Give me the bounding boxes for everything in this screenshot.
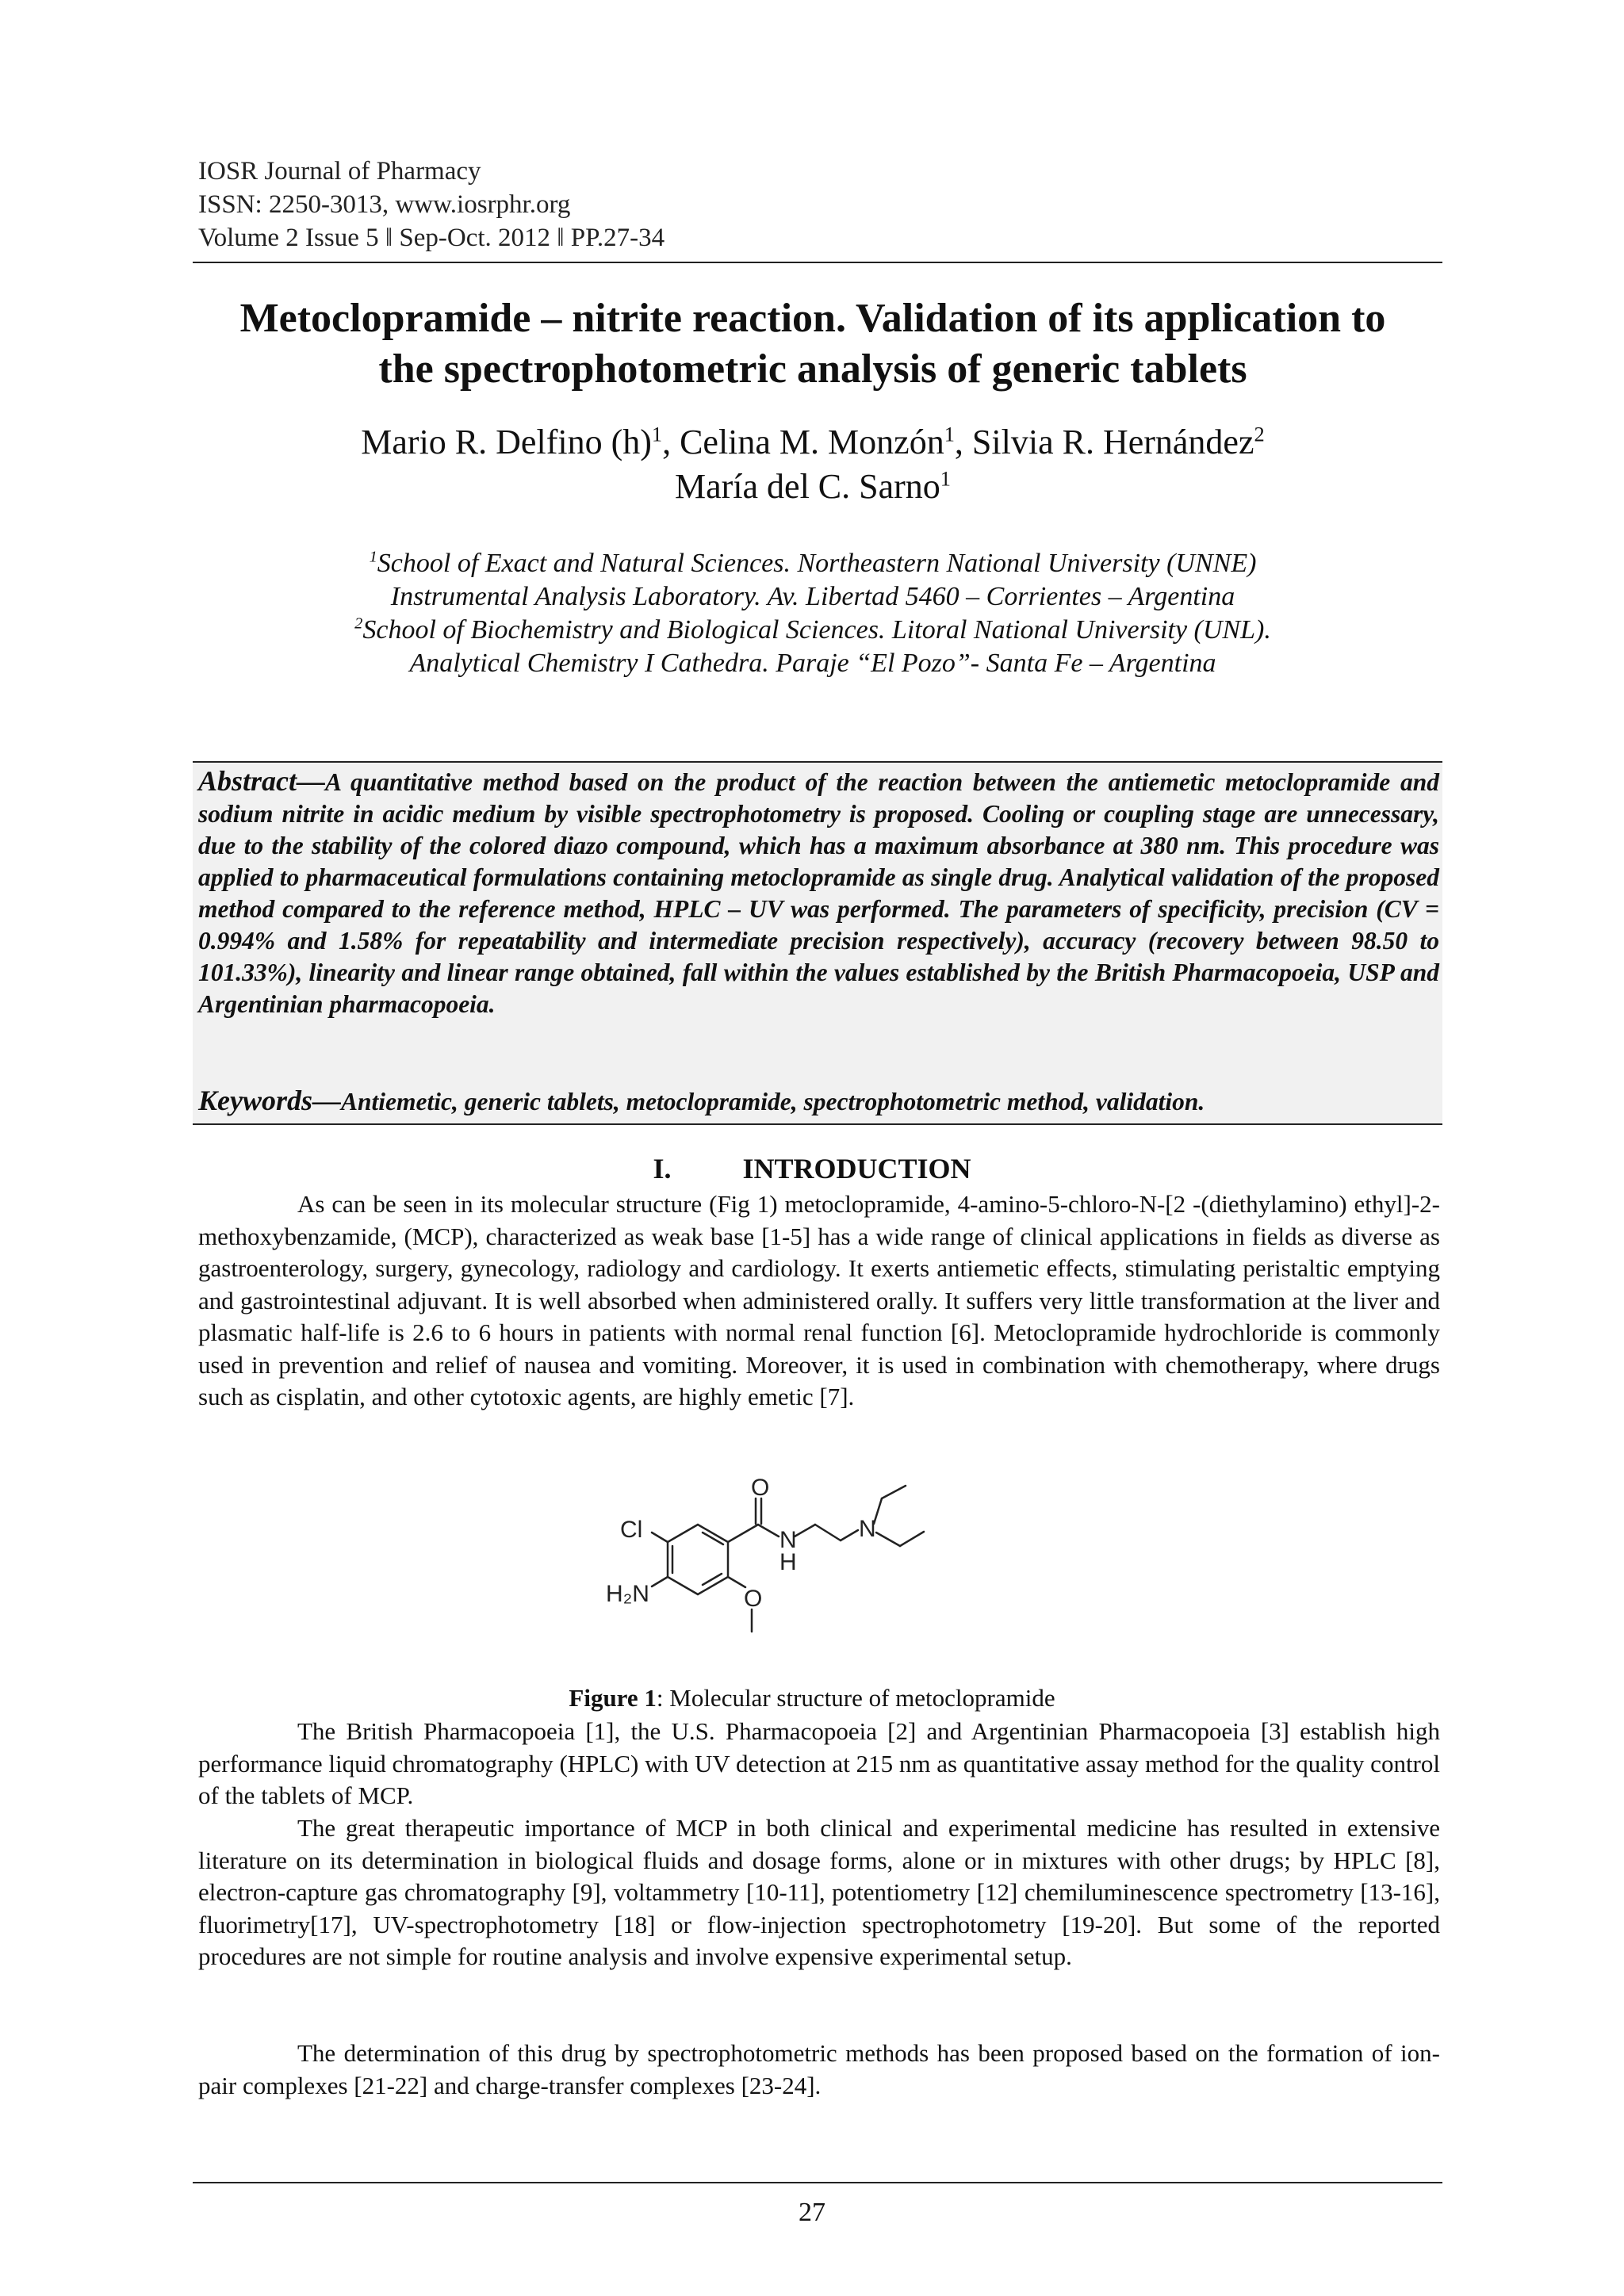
chain-bond-1 <box>795 1525 815 1536</box>
benzene-ring <box>668 1525 728 1594</box>
author-3-affiliation: 2 <box>1254 422 1265 446</box>
footer-divider <box>193 2182 1442 2183</box>
chloro-bond <box>652 1533 668 1542</box>
affiliation-1-marker: 1 <box>369 548 377 566</box>
author-line-1 <box>159 420 1467 465</box>
methoxy-bond-1 <box>728 1577 745 1587</box>
intro-paragraph-1 <box>198 1188 1440 1414</box>
author-2-affiliation: 1 <box>944 422 955 446</box>
affiliations <box>159 547 1467 680</box>
amino-group-label: H₂N <box>606 1581 649 1607</box>
affiliation-line-1: $^1$School of Exact and Natural Sciences. Northeastern National University (UNNE) <box>369 548 1257 578</box>
intro-paragraph-4-text: The determination of this drug by spectrophotometric methods has been proposed based on the formation of ion-pair complexes [21-22] and charge-transfer complexes [23-24]. <box>198 2039 1440 2099</box>
author-4-affiliation: 1 <box>940 466 951 491</box>
affiliation-line-2: Instrumental Analysis Laboratory. Av. Libertad 5460 – Corrientes – Argentina <box>390 582 1235 611</box>
section-title: INTRODUCTION <box>742 1153 971 1184</box>
amide-nitrogen-label: N <box>779 1527 797 1553</box>
chlorine-label: Cl <box>620 1517 643 1543</box>
author-line-2 <box>159 465 1467 509</box>
chain-bond-2 <box>815 1525 841 1540</box>
amine-nitrogen-label: N <box>859 1516 876 1542</box>
chain-bond-3 <box>841 1530 858 1540</box>
keywords-text: Antiemetic, generic tablets, metoclopramide, spectrophotometric method, validation. <box>341 1088 1205 1115</box>
intro-paragraph-3-text: The great therapeutic importance of MCP in both clinical and experimental medicine has resulted in extensive literature on its determination in biological fluids and dosage forms, alone or in mixtures with other drugs; by HPLC [8], electron-capture gas chromatography [9], voltammetry [10-11], potentiometry [12] chemiluminescence spectrometry [13-16], fluorimetry[17], UV-spectrophotometry [18] or flow-injection spectrophotometry [19-20]. But some of the reported procedures are not simple for routine analysis and involve expensive experimental setup. <box>198 1814 1440 1970</box>
abstract-label: Abstract— <box>198 765 326 797</box>
journal-header <box>198 155 1443 254</box>
figure-caption-text: : Molecular structure of metoclopramide <box>656 1684 1055 1712</box>
intro-paragraph-2-text: The British Pharmacopoeia [1], the U.S. Pharmacopoeia [2] and Argentinian Pharmacopoeia [3] establish high performance liquid chromatography (HPLC) with UV detection at 215 nm as quantitative assay method for the quality control of the tablets of MCP. <box>198 1717 1440 1809</box>
author-list <box>159 420 1467 509</box>
journal-volume: Volume 2 Issue 5 ǁ Sep-Oct. 2012 ǁ PP.27-34 <box>198 224 665 252</box>
section-heading <box>0 1151 1624 1186</box>
section-number: I. <box>653 1153 672 1184</box>
intro-paragraph-1-text: As can be seen in its molecular structure (Fig 1) metoclopramide, 4-amino-5-chloro-N-[2 -(diethylamino) ethyl]-2-methoxybenzamide, (MCP), characterized as weak base [1-5] has a wide range of clinical applications in fields as diverse as gastroenterology, surgery, gynecology, radiology and cardiology. It exerts antiemetic effects, stimulating peristaltic emptying and gastrointestinal adjuvant. It is well absorbed when administered orally. It suffers very little transformation at the liver and plasmatic half-life is 2.6 to 6 hours in patients with normal renal function [6]. Metoclopramide hydrochloride is commonly used in prevention and relief of nausea and vomiting. Moreover, it is used in combination with chemotherapy, where drugs such as cisplatin, and other cytotoxic agents, are highly emetic [7]. <box>198 1190 1440 1410</box>
paper-title <box>159 293 1467 395</box>
author-1-affiliation: 1 <box>651 422 663 446</box>
title-line-1: Metoclopramide – nitrite reaction. Validation of its application to <box>239 296 1386 341</box>
ethyl-bond-2a <box>876 1533 900 1546</box>
intro-paragraph-4 <box>198 2038 1440 2102</box>
affiliation-line-3: $^2$School of Biochemistry and Biological Sciences. Litoral National University (UNL). <box>354 614 1271 645</box>
author-2: , Celina M. Monzón <box>662 423 944 461</box>
intro-paragraph-2 <box>198 1716 1440 1812</box>
abstract-text: A quantitative method based on the product of the reaction between the antiemetic metoclopramide and sodium nitrite in acidic medium by visible spectrophotometry is proposed. Cooling or coupling stage are unnecessary, due to the stability of the colored diazo compound, which has a maximum absorbance at 380 nm. This procedure was applied to pharmaceutical formulations containing metoclopramide as single drug. Analytical validation of the proposed method compared to the reference method, HPLC – UV was performed. The parameters of specificity, precision (CV = 0.994% and 1.58% for repeatability and intermediate precision respectively), accuracy (recovery between 98.50 to 101.33%), linearity and linear range obtained, fall within the values established by the British Pharmacopoeia, USP and Argentinian pharmacopoeia. <box>198 768 1439 1018</box>
amino-bond <box>652 1577 668 1586</box>
amide-bond <box>758 1525 779 1536</box>
author-1: Mario R. Delfino (h) <box>361 423 652 461</box>
journal-issn: ISSN: 2250-3013, www.iosrphr.org <box>198 190 571 219</box>
title-line-2: the spectrophotometric analysis of generic tablets <box>378 346 1247 392</box>
author-4: María del C. Sarno <box>674 467 940 506</box>
intro-paragraph-3 <box>198 1812 1440 1973</box>
amide-hydrogen-label: H <box>779 1549 797 1575</box>
author-3: , Silvia R. Hernández <box>954 423 1254 461</box>
ethyl-bond-1b <box>882 1486 906 1498</box>
page-number: 27 <box>799 2198 825 2227</box>
journal-name: IOSR Journal of Pharmacy <box>198 157 481 186</box>
affiliation-line-4: Analytical Chemistry I Cathedra. Paraje “El Pozo”- Santa Fe – Argentina <box>409 649 1216 678</box>
molecular-structure-figure <box>603 1475 1047 1665</box>
carbonyl-carbon-bond <box>728 1525 758 1542</box>
oxygen-methoxy-label: O <box>744 1586 763 1612</box>
keywords-label: Keywords— <box>198 1085 341 1116</box>
keywords <box>198 1085 1439 1118</box>
header-divider <box>193 262 1442 263</box>
ethyl-bond-2b <box>900 1532 924 1546</box>
affiliation-2-marker: 2 <box>354 614 363 633</box>
figure-caption <box>0 1682 1624 1714</box>
oxygen-carbonyl-label: O <box>751 1475 770 1501</box>
figure-caption-label: Figure 1 <box>569 1684 657 1712</box>
abstract <box>198 765 1439 1020</box>
